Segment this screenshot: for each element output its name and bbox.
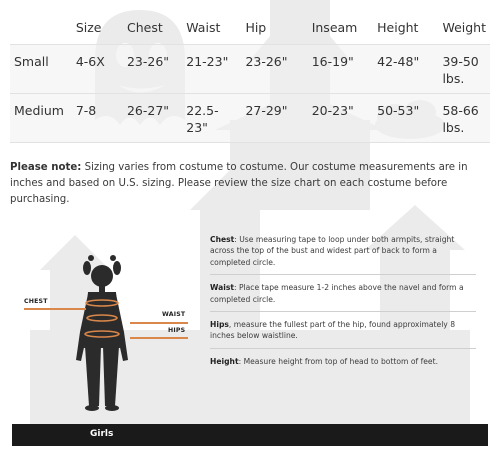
chest-tape	[24, 308, 86, 310]
instruction-waist	[210, 280, 476, 312]
instruction-term: Chest	[210, 235, 235, 244]
cell-waist: 21-23"	[182, 45, 241, 93]
cell-label: Medium	[10, 94, 72, 142]
table-row	[10, 94, 490, 142]
measurement-diagram	[12, 210, 488, 448]
size-chart-table	[10, 10, 490, 143]
footer-bar	[12, 424, 488, 446]
cell-hip: 27-29"	[241, 94, 307, 142]
instruction-hips	[210, 317, 476, 349]
cell-height: 42-48"	[373, 45, 438, 93]
instruction-term: Hips	[210, 320, 229, 330]
measurement-instructions	[210, 232, 476, 378]
instruction-text: : Use measuring tape to loop under both armpits, straight across the top of the bust and widest part of back to form a completed circle.	[210, 235, 455, 267]
cell-weight: 39-50 lbs.	[438, 45, 490, 93]
header-weight: Weight	[442, 19, 486, 35]
cell-hip: 23-26"	[241, 45, 307, 93]
cell-chest: 23-26"	[123, 45, 182, 93]
cell-size: 4-6X	[72, 45, 123, 93]
waist-tape	[130, 322, 188, 324]
hips-tape	[130, 337, 188, 339]
header-cell	[10, 10, 72, 44]
instruction-term: Height	[210, 356, 239, 366]
table-header-row	[10, 10, 490, 44]
instruction-height	[210, 354, 476, 373]
cell-inseam: 16-19"	[308, 45, 373, 93]
cell-label: Small	[10, 45, 72, 93]
note-text: Sizing varies from costume to costume. Our costume measurements are in inches and based on U.S. sizing. Please review the size chart on each costume before purchasing.	[10, 162, 468, 205]
instruction-text: : Place tape measure 1-2 inches above the navel and form a completed circle.	[210, 283, 464, 304]
waist-label: WAIST	[162, 311, 186, 318]
table-row	[10, 45, 490, 93]
cell-size: 7-8	[72, 94, 123, 142]
chest-label: CHEST	[24, 298, 48, 305]
hips-label: HIPS	[168, 327, 186, 334]
header-hip: Hip	[245, 19, 267, 35]
note-label: Please note:	[10, 162, 82, 173]
instruction-chest	[210, 232, 476, 275]
cell-inseam: 20-23"	[308, 94, 373, 142]
header-size: Size	[75, 19, 102, 35]
instruction-text: , measure the fullest part of the hip, found approximately 8 inches below waistline.	[210, 320, 456, 341]
sizing-note	[10, 160, 492, 208]
header-inseam: Inseam	[311, 19, 358, 35]
girls-label: Girls	[90, 429, 114, 439]
header-height: Height	[377, 19, 419, 35]
header-waist: Waist	[186, 19, 221, 35]
header-chest: Chest	[126, 19, 163, 35]
cell-waist: 22.5-23"	[182, 94, 241, 142]
cell-height: 50-53"	[373, 94, 438, 142]
cell-chest: 26-27"	[123, 94, 182, 142]
cell-weight: 58-66 lbs.	[438, 94, 490, 142]
instruction-term: Waist	[210, 283, 234, 293]
instruction-text: : Measure height from top of head to bottom of feet.	[238, 356, 438, 366]
